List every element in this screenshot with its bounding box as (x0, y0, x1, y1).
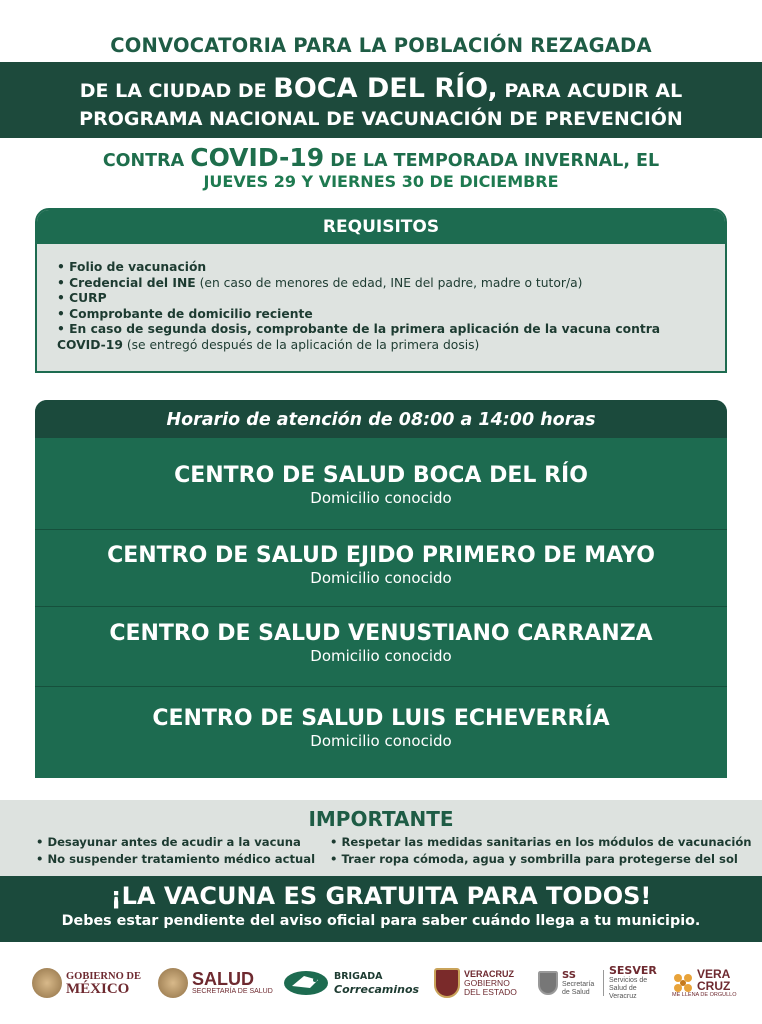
eagle-seal-icon (32, 968, 62, 998)
city-name: BOCA DEL RÍO, (273, 73, 498, 104)
health-center-address: Domicilio conocido (310, 489, 452, 507)
health-center-address: Domicilio conocido (310, 647, 452, 665)
covid-label: COVID-19 (190, 143, 325, 172)
gobierno-mexico-logo: GOBIERNO DE MÉXICO (32, 955, 141, 1011)
important-right-list (330, 834, 752, 868)
dates-line: JUEVES 29 Y VIERNES 30 DE DICIEMBRE (203, 172, 559, 191)
health-center-card (35, 687, 727, 778)
ss-shield-icon (538, 971, 558, 995)
veracruz-shield-icon (434, 968, 460, 998)
requirement-item: • Folio de vacunación (57, 260, 207, 274)
veracruz-gobierno-logo: VERACRUZ GOBIERNO DEL ESTADO (434, 955, 517, 1011)
health-center-name: CENTRO DE SALUD VENUSTIANO CARRANZA (109, 621, 653, 646)
eagle-seal-icon (158, 968, 188, 998)
title-line-2: DE LA CIUDAD DE BOCA DEL RÍO, PARA ACUDIR AL (79, 73, 683, 104)
free-vaccine-banner (0, 876, 762, 942)
veracruz-orgullo-logo: VERA CRUZ ME LLENA DE ORGULLO (672, 966, 737, 998)
health-center-card (35, 530, 727, 607)
important-item: • Traer ropa cómoda, agua y sombrilla para protegerse del sol (330, 852, 738, 866)
important-left-list (36, 834, 315, 868)
requirement-item: • CURP (57, 291, 107, 305)
important-panel (0, 800, 762, 876)
title-line-3: PROGRAMA NACIONAL DE VACUNACIÓN DE PREVENCIÓN (79, 108, 683, 130)
schedule-panel (35, 400, 727, 778)
brigada-correcaminos-logo: BRIGADA Correcaminos (284, 955, 419, 1011)
requirements-panel (35, 208, 727, 373)
logo-strip (0, 955, 762, 1015)
requirements-title: REQUISITOS (37, 210, 725, 244)
correcaminos-bird-icon (284, 968, 330, 998)
requirement-item-continuation: COVID-19 (se entregó después de la aplicación de la primera dosis) (57, 337, 480, 352)
requirements-list (37, 244, 725, 353)
ss-sesver-logo: SS Secretaría de Salud SESVER Servicios de Salud de Veracruz (538, 955, 665, 1011)
requirement-item: • Credencial del INE (en caso de menores de edad, INE del padre, madre o tutor/a) (57, 275, 583, 290)
important-item: • No suspender tratamiento médico actual (36, 852, 316, 866)
important-title: IMPORTANTE (308, 807, 454, 831)
title-band (0, 62, 762, 138)
health-center-card (35, 438, 727, 530)
health-center-name: CENTRO DE SALUD BOCA DEL RÍO (174, 463, 588, 488)
health-center-address: Domicilio conocido (310, 569, 452, 587)
title-line-1: CONVOCATORIA PARA LA POBLACIÓN REZAGADA (110, 34, 652, 57)
free-vaccine-title: ¡LA VACUNA ES GRATUITA PARA TODOS! (110, 882, 652, 910)
important-item: • Desayunar antes de acudir a la vacuna (36, 835, 301, 849)
requirement-item: • Comprobante de domicilio reciente (57, 306, 313, 321)
title-line-4: CONTRA COVID-19 DE LA TEMPORADA INVERNAL, EL (102, 143, 660, 172)
health-center-name: CENTRO DE SALUD LUIS ECHEVERRÍA (152, 706, 610, 731)
free-vaccine-subtitle: Debes estar pendiente del aviso oficial para saber cuándo llega a tu municipio. (61, 913, 701, 929)
health-center-name: CENTRO DE SALUD EJIDO PRIMERO DE MAYO (107, 543, 655, 568)
salud-logo: SALUD SECRETARÍA DE SALUD (158, 955, 273, 1011)
schedule-hours: Horario de atención de 08:00 a 14:00 horas (35, 400, 727, 438)
requirement-item: • En caso de segunda dosis, comprobante de la primera aplicación de la vacuna contra (57, 322, 661, 336)
logo-divider (603, 970, 604, 996)
health-center-address: Domicilio conocido (310, 732, 452, 750)
health-center-card (35, 607, 727, 687)
important-item: • Respetar las medidas sanitarias en los módulos de vacunación (330, 835, 752, 849)
